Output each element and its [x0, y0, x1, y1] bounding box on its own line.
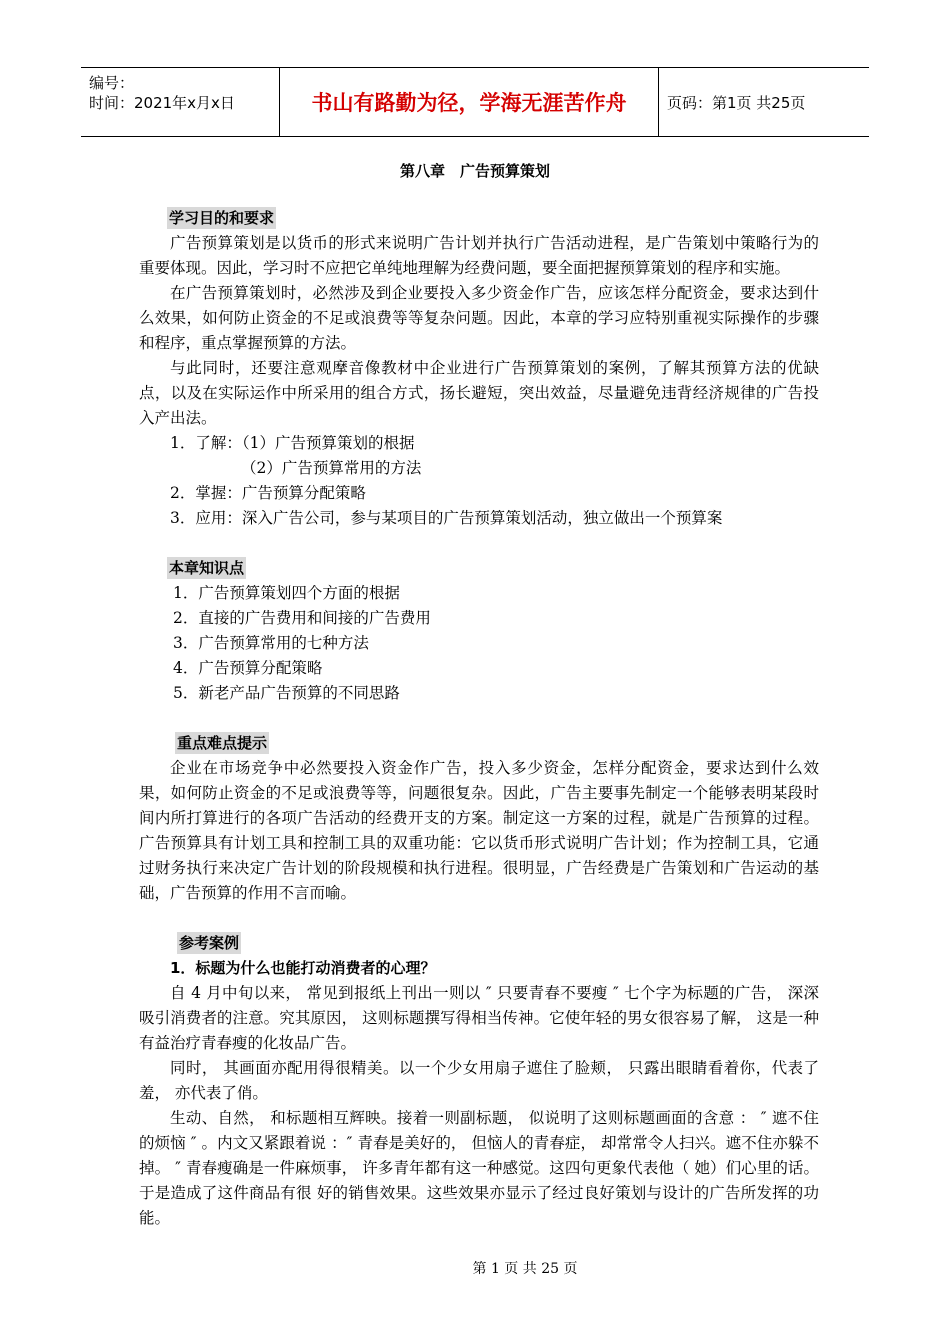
paragraph: 广告预算策划是以货币的形式来说明广告计划并执行广告活动进程，是广告策划中策略行为的重要体现。因此，学习时不应把它单纯地理解为经费问题，要全面把握预算策划的程序和实施。: [139, 234, 819, 277]
header-page-info: 页码：第1页 共25页: [667, 94, 806, 112]
list-item: （2）广告预算常用的方法: [241, 459, 422, 477]
number-label: 编号：: [89, 74, 135, 92]
header-meta: [81, 68, 280, 136]
paragraph: 企业在市场竞争中必然要投入资金作广告，投入多少资金，怎样分配资金，要求达到什么效果，如何防止资金的不足或浪费等等，问题很复杂。因此，广告主要事先制定一个能够表明某段时间内所打算进行的各项广告活动的经费开支的方案。制定这一方案的过程，就是广告预算的过程。广告预算具有计划工具和控制工具的双重功能：它以货币形式说明广告计划；作为控制工具，它通过财务执行来决定广告计划的阶段规模和执行进程。很明显，广告经费是广告策划和广告运动的基础，广告预算的作用不言而喻。: [139, 759, 819, 902]
list-item: 1．了解：（1）广告预算策划的根据: [170, 434, 415, 452]
page-header: [81, 67, 869, 137]
list-item: 2．直接的广告费用和间接的广告费用: [173, 609, 431, 627]
page-footer: 第 1 页 共 25 页: [472, 1261, 578, 1277]
document-body: [139, 206, 819, 1231]
header-motto: 书山有路勤为径，学海无涯苦作舟: [280, 68, 659, 136]
chapter-title: 第八章 广告预算策划: [399, 162, 550, 180]
paragraph: 自 4 月中旬以来， 常见到报纸上刊出一则以 ″ 只要青春不要瘦 ″ 七个字为标题的广告， 深深吸引消费者的注意。究其原因， 这则标题撰写得相当传神。它使年轻的男女很容易了解， 这是一种有益治疗青春瘦的化妆品广告。: [139, 984, 819, 1052]
section-heading-goals: 学习目的和要求: [169, 209, 275, 227]
paragraph: 在广告预算策划时，必然涉及到企业要投入多少资金作广告，应该怎样分配资金，要求达到什么效果，如何防止资金的不足或浪费等等复杂问题。因此，本章的学习应特别重视实际操作的步骤和程序，重点掌握预算的方法。: [139, 284, 819, 352]
section-heading-knowledge: 本章知识点: [169, 559, 245, 577]
list-item: 3．应用：深入广告公司，参与某项目的广告预算策划活动，独立做出一个预算案: [170, 509, 723, 527]
list-item: 5．新老产品广告预算的不同思路: [173, 684, 400, 702]
section-heading-cases: 参考案例: [179, 934, 240, 952]
list-item: 1．广告预算策划四个方面的根据: [173, 584, 400, 602]
section-heading-key-points: 重点难点提示: [177, 734, 268, 752]
case-title: 1．标题为什么也能打动消费者的心理？: [170, 959, 436, 977]
list-item: 2．掌握：广告预算分配策略: [170, 484, 366, 502]
paragraph: 生动、自然， 和标题相互辉映。接着一则副标题， 似说明了这则标题画面的含意 ： ″ 遮不住的烦恼 ″ 。内文又紧跟着说 ：″ 青春是美好的， 但恼人的青春症， 却常常令人扫兴。遮不住亦躲不掉。 ″ 青春瘦确是一件麻烦事， 许多青年都有这一种感觉。这四句更象代表他（ 她）们心里的话。于是造成了这件商品有很 好的销售效果。这些效果亦显示了经过良好策划与设计的广告所发挥的功能。: [139, 1109, 819, 1227]
paragraph: 与此同时，还要注意观摩音像教材中企业进行广告预算策划的案例，了解其预算方法的优缺点，以及在实际运作中所采用的组合方式，扬长避短，突出效益，尽量避免违背经济规律的广告投入产出法。: [139, 359, 819, 427]
paragraph: 同时， 其画面亦配用得很精美。以一个少女用扇子遮住了脸颊， 只露出眼睛看着你，代表了羞， 亦代表了俏。: [139, 1059, 819, 1102]
list-item: 4．广告预算分配策略: [173, 659, 323, 677]
date-label: 时间：2021年x月x日: [89, 94, 235, 112]
list-item: 3．广告预算常用的七种方法: [173, 634, 369, 652]
